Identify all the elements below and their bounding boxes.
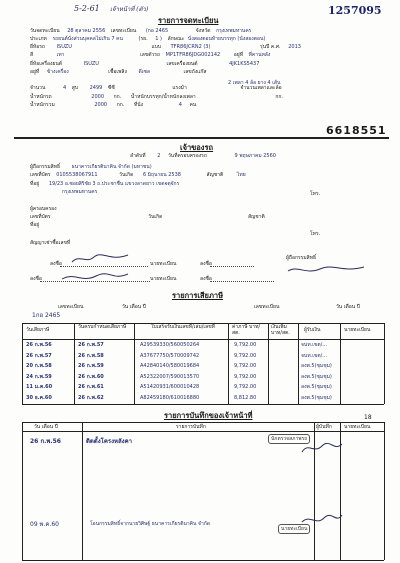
officer-col-line xyxy=(384,422,385,560)
reg-fuel-label: เชื้อเพลิง xyxy=(108,69,127,75)
reg-rs-value: 1 ) xyxy=(155,36,162,42)
owner-nat-value: ไทย xyxy=(236,172,246,178)
reg-row-6 xyxy=(30,69,206,75)
reg-color-label: สี xyxy=(30,52,34,58)
tax-row-receiver: จนท.เขต/... xyxy=(301,342,328,348)
possessor-id-label: เลขที่บัตร xyxy=(30,214,51,220)
owner-addr-label: ที่อยู่ xyxy=(30,181,40,187)
handwritten-date: 5-2-61 xyxy=(74,4,100,13)
tax-col-plate-right: เลขทะเบียน xyxy=(254,304,280,310)
reg-chassis-value: MP1TFR86JDG002142 xyxy=(165,52,221,58)
reg-load-label: น้ำหนักบรรทุก/น้ำหนักลงเพลา xyxy=(130,94,196,100)
reg-load-unit: กก. xyxy=(275,94,283,100)
divider xyxy=(14,137,389,139)
tax-row-receipt: A82459180/610016880 xyxy=(140,394,200,401)
reg-brand-value: ISUZU xyxy=(56,44,72,50)
sign-left-1: ลงชื่อ xyxy=(50,261,62,267)
reg-cyl-value: 4 xyxy=(62,85,67,91)
officer-header-date: วัน เดือน ปี xyxy=(34,424,58,430)
officer-row-2-text: โอนกรรมสิทธิ์จากนายวิศิษฐ์ ธนาคารเกียรตินาคิน จำกัด xyxy=(90,521,211,527)
reg-plate-label: เลขทะเบียน xyxy=(110,28,137,34)
sign-left-2: ลงชื่อ xyxy=(30,276,42,282)
owner-dob-label: วันเกิด xyxy=(119,172,134,178)
tax-header-receiver: ผู้รับเงิน xyxy=(304,327,321,333)
reg-color-value: เทา xyxy=(56,52,65,58)
officer-header-registrar: นายทะเบียน xyxy=(344,424,371,430)
tax-row-receipt: A37677750/570009742 xyxy=(140,352,200,359)
reg-engine-no-value: 4JK1KS5437 xyxy=(229,61,260,67)
officer-row-1-text: ติดตั้งโครงหลังคา xyxy=(86,438,132,445)
reg-row-5 xyxy=(30,61,259,67)
reg-style-label: ลักษณะ xyxy=(167,36,185,42)
reg-plate-value: (กอ 2465 xyxy=(145,28,169,34)
reg-weight-label: น้ำหนักรถ xyxy=(30,94,52,100)
tax-row-receiver: ลงพ.5(ชุมชุม) xyxy=(301,373,332,380)
reg-engine-brand-value: ISUZU xyxy=(83,61,99,67)
owner-id-label: เลขที่บัตร xyxy=(30,172,51,178)
tax-col-date-right: วัน เดือน ปี xyxy=(336,304,360,310)
owner-holder-row xyxy=(30,164,152,170)
tax-col-line xyxy=(74,323,75,404)
signature-registrar-1 xyxy=(70,252,130,266)
tax-title: รายการเสียภาษี xyxy=(172,291,224,300)
contract-label: สัญญาเช่าซื้อเลขที่ xyxy=(30,240,71,246)
reg-type-value: รถยนต์นั่งส่วนบุคคลไม่เกิน 7 คน xyxy=(52,36,123,42)
reg-row-1 xyxy=(30,28,251,34)
reg-row-8 xyxy=(30,94,283,100)
number-stamp: 1257095 xyxy=(328,4,382,17)
owner-holder-value: ธนาคารเกียรตินาคิน จำกัด (มหาชน) xyxy=(71,164,152,170)
sign-mid-2: ลงชื่อ xyxy=(200,276,212,282)
tax-row-amount: 9,792.00 xyxy=(234,342,257,348)
reg-rs-label: (รย. xyxy=(138,36,148,42)
tax-row-amount: 9,792.00 xyxy=(234,363,257,369)
tax-row-due: 26 ก.พ.57 xyxy=(78,342,104,348)
owner-title: เจ้าของรถ xyxy=(180,143,214,152)
reg-weight-value: 2000 xyxy=(91,94,105,100)
tax-row-due: 26 ก.พ.59 xyxy=(78,363,104,369)
reg-style-value: นั่งสองตอนท้ายบรรทุก (นั่งสองตอน) xyxy=(187,36,266,42)
officer-row-2-recorder: นายทะเบียน xyxy=(278,524,310,534)
reg-cyl-unit: สูบ xyxy=(71,85,78,91)
reg-year-label: รุ่นปี ค.ศ. xyxy=(260,44,281,50)
reg-weight-unit: กก. xyxy=(113,94,122,100)
reg-hp-label: แรงม้า xyxy=(172,85,187,91)
tax-row-receiver: ลงพ.5(ชุมชุม) xyxy=(301,363,332,369)
reg-year-value: 2013 xyxy=(288,44,301,50)
owner-nat-label: สัญชาติ xyxy=(206,172,224,178)
tax-row-paid: 30 ธ.ค.60 xyxy=(26,394,52,401)
officer-header-bottom xyxy=(22,431,384,432)
tax-row-receiver: จนท.เขต/... xyxy=(301,352,328,359)
tax-col-line xyxy=(22,323,23,404)
possessor-dob-label: วันเกิด xyxy=(148,214,163,220)
tax-row-due: 26 ก.พ.58 xyxy=(78,352,104,359)
doc-number: 6618551 xyxy=(326,124,387,137)
tax-col-date-left: วัน เดือน ปี xyxy=(122,304,146,310)
tax-col-line xyxy=(134,323,135,404)
owner-order-label: ลำดับที่ xyxy=(130,153,146,159)
owner-order-row xyxy=(130,153,276,159)
sign-line xyxy=(210,281,274,282)
reg-province-label: จังหวัด xyxy=(195,28,211,34)
sign-line xyxy=(210,266,254,267)
tax-row-amount: 8,812.80 xyxy=(234,394,257,401)
tax-col-plate-left: เลขทะเบียน xyxy=(58,304,84,310)
reg-gross-value: 2000 xyxy=(94,102,108,108)
tax-header-registrar: นายทะเบียน xyxy=(344,327,371,333)
possessor-nat-label: สัญชาติ xyxy=(248,214,265,220)
owner-id-value: 0105538067911 xyxy=(56,172,98,178)
tax-row-receipt: A42840140/580019684 xyxy=(140,363,200,369)
tax-row-receiver: ลงพ.5(ชุมชุม) xyxy=(301,394,332,401)
tax-header-extra: เงินเพิ่ม บาท/สต. xyxy=(271,324,290,336)
owner-addr-value2: กรุงเทพมหานคร xyxy=(62,189,98,195)
reg-chassis-label: เลขตัวรถ xyxy=(140,52,161,58)
reg-date-value: 28 ตุลาคม 2556 xyxy=(67,28,106,34)
officer-page-no: 18 xyxy=(364,414,372,421)
tax-col-line xyxy=(340,323,341,404)
reg-axle-label: จำนวนเพลาและล้อ xyxy=(240,85,282,91)
tax-row-receiver: ลงพ.5(ชุมชุม) xyxy=(301,384,332,390)
reg-engine-at-value: ข้างเครื่อง xyxy=(46,69,69,75)
reg-seats-unit: คน xyxy=(189,102,197,108)
tax-row-due: 26 ก.พ.62 xyxy=(78,394,104,401)
owner-tel-label: โทร. xyxy=(310,191,321,197)
reg-cyl-label: จำนวน xyxy=(30,85,46,91)
reg-at-label: อยู่ที่ xyxy=(233,52,244,58)
reg-cc-label: ซีซี xyxy=(107,85,115,91)
owner-holder-label: ผู้ถือกรรมสิทธิ์ xyxy=(30,164,61,170)
possessor-label: ผู้ครอบครอง xyxy=(30,206,57,212)
reg-cc-value: 2499 xyxy=(89,85,103,91)
signature-holder xyxy=(286,263,366,277)
tax-table-bottom xyxy=(22,404,384,405)
tax-row-receipt: A52322007/590013570 xyxy=(140,373,200,380)
registration-title: รายการจดทะเบียน xyxy=(158,16,219,25)
reg-row-2 xyxy=(30,36,265,42)
reg-date-label: วันจดทะเบียน xyxy=(30,28,60,34)
owner-date-label: วันที่ครอบครองรถ xyxy=(167,153,207,159)
officer-table-top xyxy=(22,422,384,423)
reg-engine-brand-label: ยี่ห้อเครื่องยนต์ xyxy=(30,61,63,67)
reg-type-label: ประเภท xyxy=(30,36,47,42)
reg-row-3 xyxy=(30,44,301,50)
tax-header-bottom xyxy=(22,339,384,340)
reg-fuel-value: ดีเซล xyxy=(138,69,150,75)
reg-tank-label: เลขถังแก๊ส xyxy=(183,69,207,75)
officer-table-bottom xyxy=(22,560,384,561)
officer-row-2-date: 09 พ.ค.60 xyxy=(30,521,59,528)
tax-header-receipt: ใบเสร็จรับเงินเลขที่/เล่ม/เลขที่ xyxy=(151,324,215,330)
owner-dob-value: 6 มิถุนายน 2538 xyxy=(142,172,181,178)
owner-date-value: 9 พฤษภาคม 2560 xyxy=(234,153,276,159)
tax-row-amount: 9,792.00 xyxy=(234,352,257,359)
reg-engine-no-label: เลขเครื่องยนต์ xyxy=(166,61,198,67)
handwritten-note: เจ้าหน้าที่ (ตัว) xyxy=(110,6,149,13)
officer-header-text: รายการบันทึก xyxy=(176,424,206,430)
signature-registrar-2 xyxy=(60,270,130,284)
tax-row-amount: 9,792.00 xyxy=(234,384,257,390)
reg-province-value: กรุงเทพมหานคร xyxy=(216,28,252,34)
reg-engine-at-label: อยู่ที่ xyxy=(30,69,40,75)
sign-holder-1: ผู้ถือกรรมสิทธิ์ xyxy=(286,255,317,261)
reg-gross-unit: กก. xyxy=(116,102,125,108)
reg-gross-label: น้ำหนักรวม xyxy=(30,102,55,108)
officer-row-1-signature xyxy=(300,440,344,456)
owner-order-value: 2 xyxy=(157,153,161,159)
tax-col-line xyxy=(384,323,385,404)
sign-registrar-1: นายทะเบียน xyxy=(150,261,177,267)
tax-row-paid: 24 ก.พ.59 xyxy=(26,373,52,380)
officer-row-1-date: 26 ก.พ.56 xyxy=(30,438,61,445)
tax-plate-row: 1กอ 2465 xyxy=(32,312,61,319)
tax-row-paid: 11 ม.ค.60 xyxy=(26,384,53,390)
officer-row-2-signature xyxy=(300,512,344,528)
tax-header-paid: วันเสียภาษี xyxy=(26,327,50,333)
reg-seats-value: 4 xyxy=(178,102,182,108)
possessor-tel-label: โทร. xyxy=(310,231,321,237)
tax-row-due: 26 ก.พ.60 xyxy=(78,373,104,380)
owner-addr-row xyxy=(30,181,179,187)
reg-model-value: TFR86JCRN2 (3) xyxy=(170,44,211,50)
possessor-id-row xyxy=(30,214,265,220)
reg-at-value: ที่คานหลัง xyxy=(248,52,271,58)
officer-header-recorder: ผู้บันทึก xyxy=(316,424,332,430)
possessor-addr-label: ที่อยู่ xyxy=(30,222,40,228)
tax-row-paid: 26 ก.พ.56 xyxy=(26,342,52,348)
reg-seats-label: ที่นั่ง xyxy=(133,102,144,108)
reg-brand-label: ยี่ห้อรถ xyxy=(30,44,45,50)
tax-row-amount: 9,792.00 xyxy=(234,373,257,380)
tax-row-due: 26 ก.พ.61 xyxy=(78,384,104,390)
owner-id-row xyxy=(30,172,246,178)
tax-col-line xyxy=(228,323,229,404)
tax-row-paid: 20 ก.พ.58 xyxy=(26,363,52,369)
tax-header-amount: ค่าภาษี บาท/สต. xyxy=(232,324,261,336)
sign-registrar-2: นายทะเบียน xyxy=(150,276,177,282)
officer-col-line xyxy=(22,422,23,560)
reg-row-4 xyxy=(30,52,270,58)
reg-axle-value: 2 เพลา 4 ล้อ ยาง 4 เส้น xyxy=(228,80,281,86)
reg-model-label: แบบ xyxy=(151,44,162,50)
tax-row-receipt: A51420931/600010428 xyxy=(140,384,200,390)
officer-col-line xyxy=(82,422,83,560)
sign-line xyxy=(60,266,148,267)
tax-row-receipt: A29539330/560050264 xyxy=(140,342,200,348)
tax-row-paid: 26 ก.พ.57 xyxy=(26,352,52,359)
owner-addr-value: 19/23 อ.ซอยสิริชัย 3 ถ.ประชาชื่น แขวงลาดยาว เขตจตุจักร xyxy=(48,181,180,187)
reg-row-9 xyxy=(30,102,196,108)
sign-mid-1: ลงชื่อ xyxy=(200,261,212,267)
tax-header-due: วันครบกำหนดเสียภาษี xyxy=(78,324,127,330)
officer-row-1-recorder: นักตรวจสภาพรถ xyxy=(268,434,310,444)
tax-col-line xyxy=(268,323,269,404)
officer-title: รายการบันทึกของเจ้าหน้าที่ xyxy=(164,411,253,420)
